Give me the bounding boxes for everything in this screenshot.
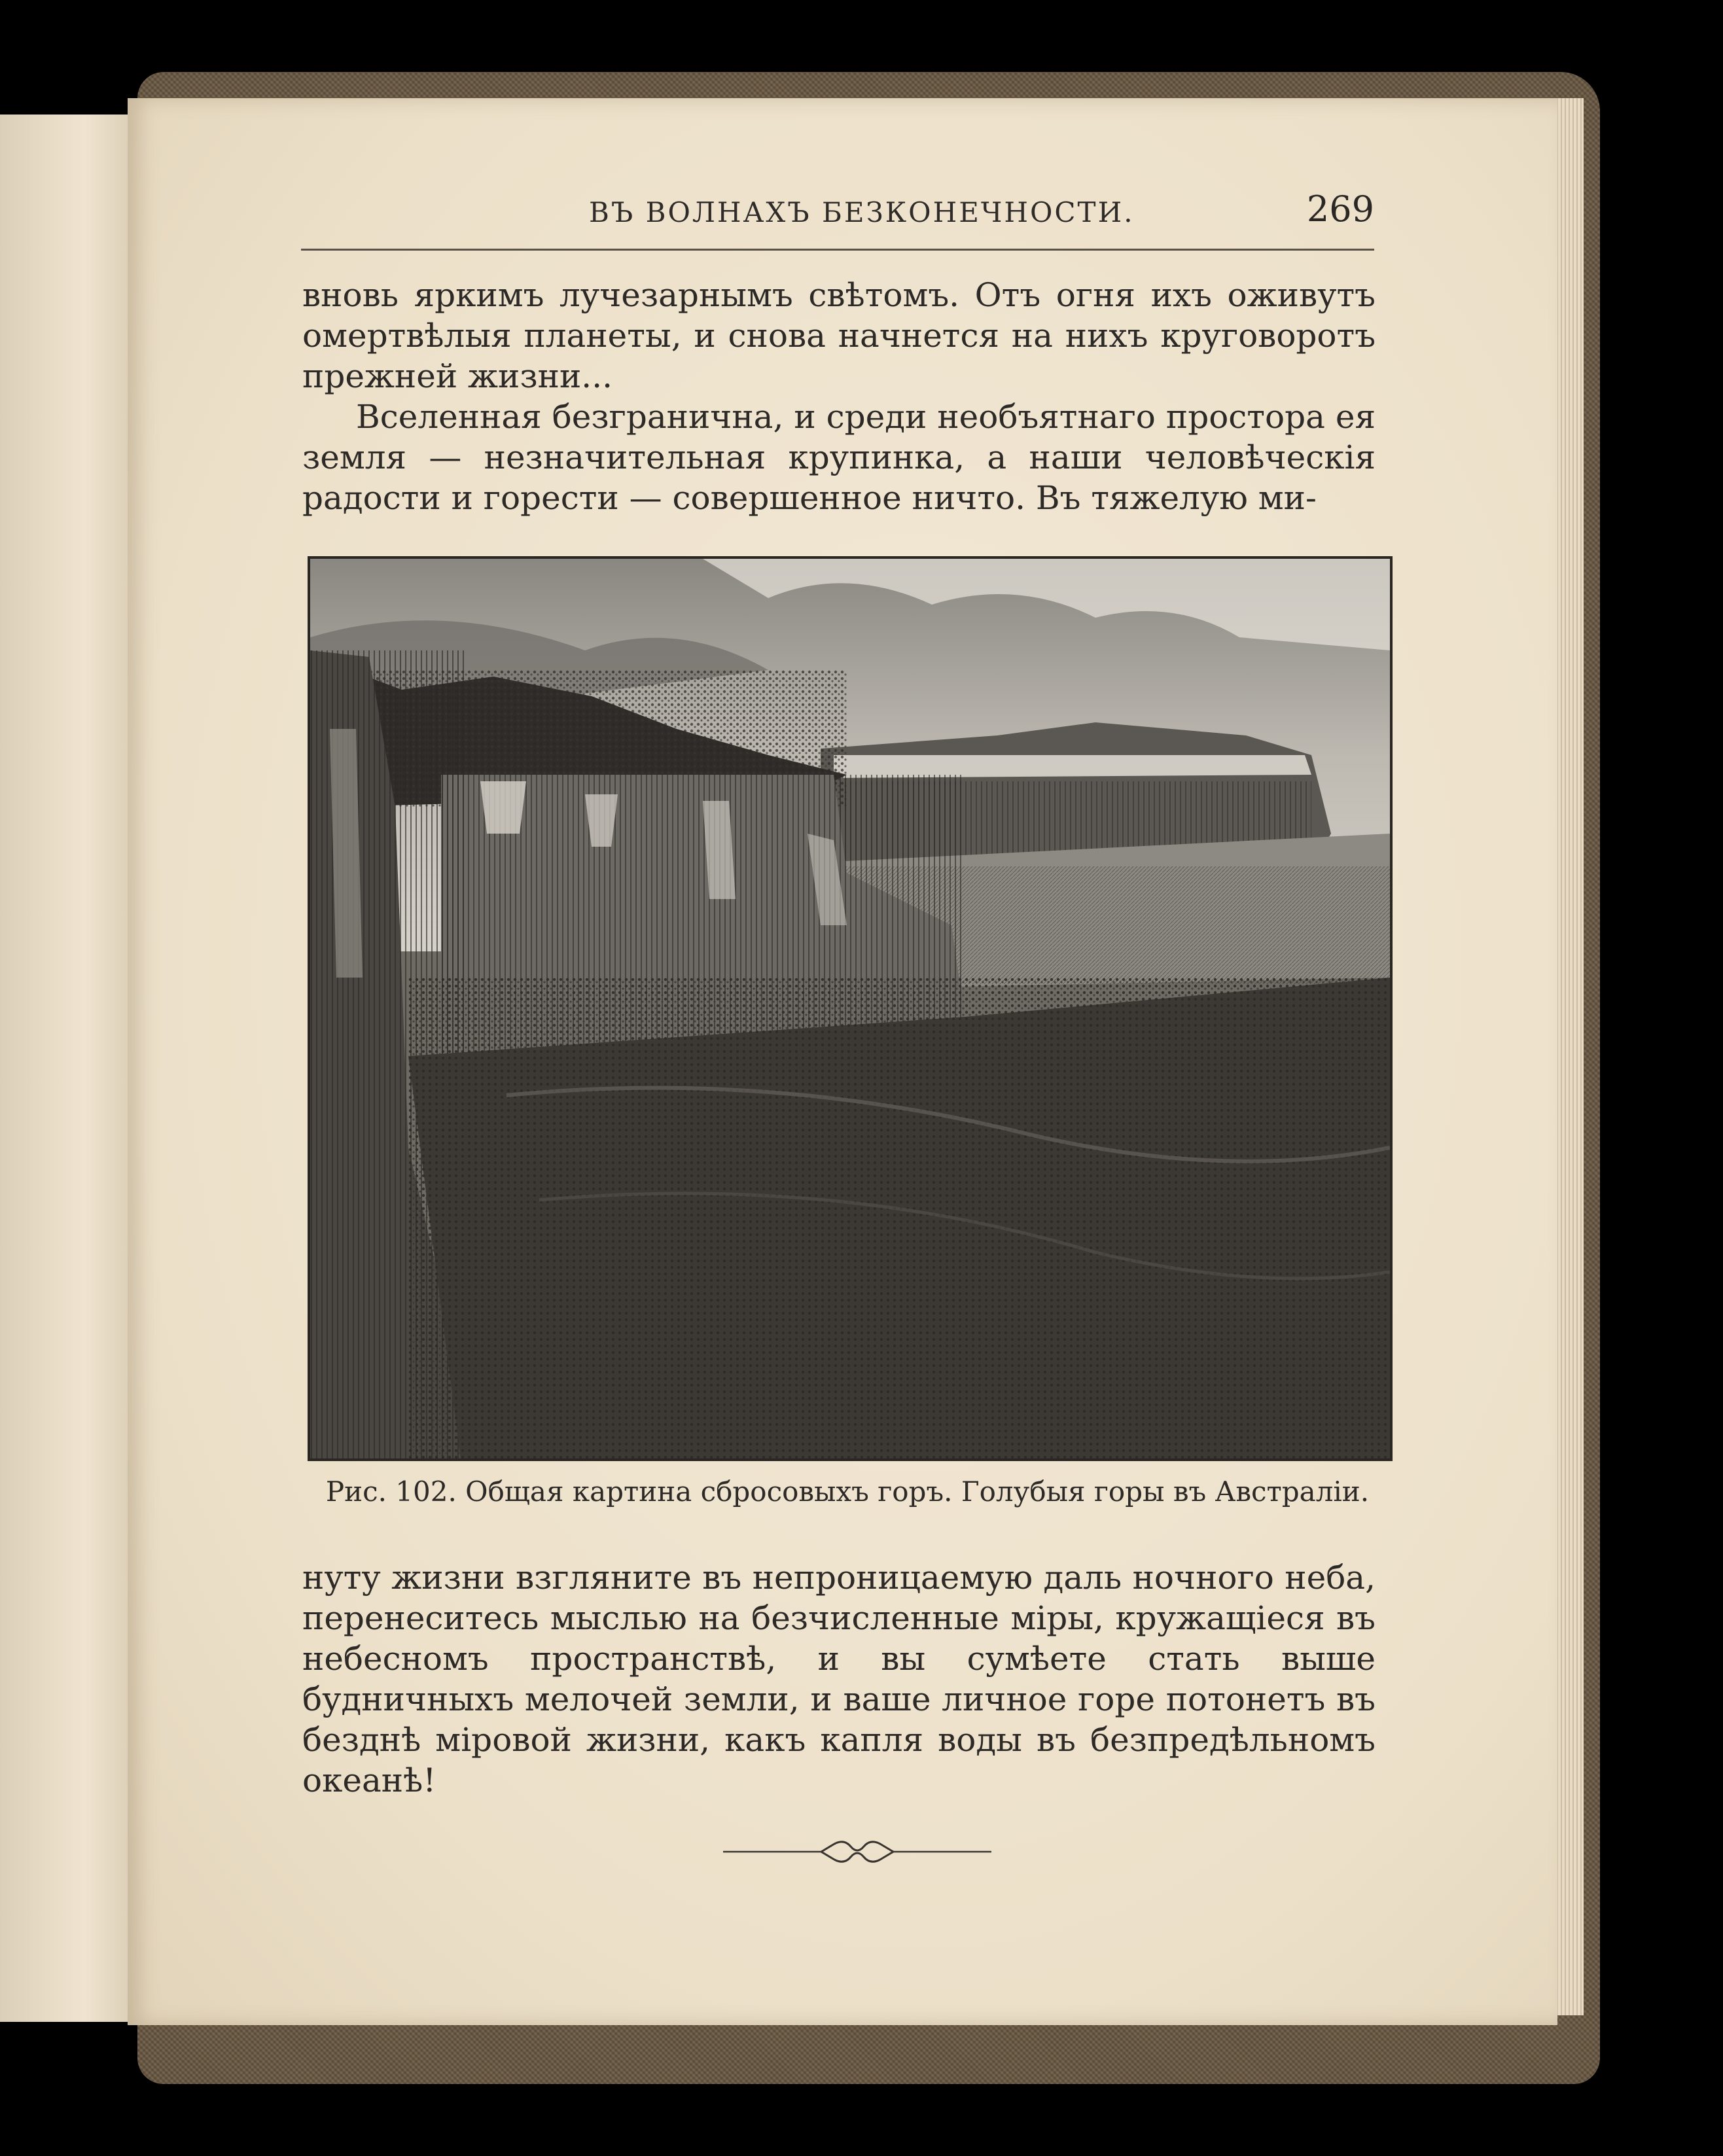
paragraph-conclusion: нуту жизни взгляните въ непроницаемую даль ночного неба, перенеситесь мыслью на безчисленные міры, кружащіеся въ небесномъ пространствѣ, и вы сумѣете стать выше будничныхъ мелочей земли, и ваше личное горе потонетъ въ безднѣ міровой жизни, какъ капля воды въ безпредѣльномъ океанѣ! (302, 1559, 1376, 1799)
engraving-blue-mountains (310, 559, 1390, 1458)
page-number: 269 (1306, 188, 1374, 230)
facing-left-page (0, 115, 141, 2022)
figure-illustration (308, 556, 1393, 1461)
paragraph-continuation: вновь яркимъ лучезарнымъ свѣтомъ. Отъ огня ихъ оживутъ омертвѣлыя планеты, и снова начнется на нихъ круговоротъ прежней жизни... (302, 276, 1376, 395)
page-edges (1554, 98, 1584, 2015)
paragraph-universe: Вселенная безгранична, и среди необъятнаго простора ея земля — незначительная крупинка, а наши человѣческія радости и горести — совершенное ничто. Въ тяжелую ми- (302, 398, 1376, 517)
end-ornament (723, 1832, 991, 1871)
figure-caption: Рис. 102. Общая картина сбросовыхъ горъ. Голубыя горы въ Австраліи. (325, 1476, 1370, 1508)
running-title: ВЪ ВОЛНАХЪ БЕЗКОНЕЧНОСТИ. (589, 196, 1135, 228)
body-text-top (302, 275, 1376, 518)
body-text-bottom (302, 1557, 1376, 1801)
flourish-icon (723, 1832, 991, 1871)
running-header (301, 190, 1374, 251)
